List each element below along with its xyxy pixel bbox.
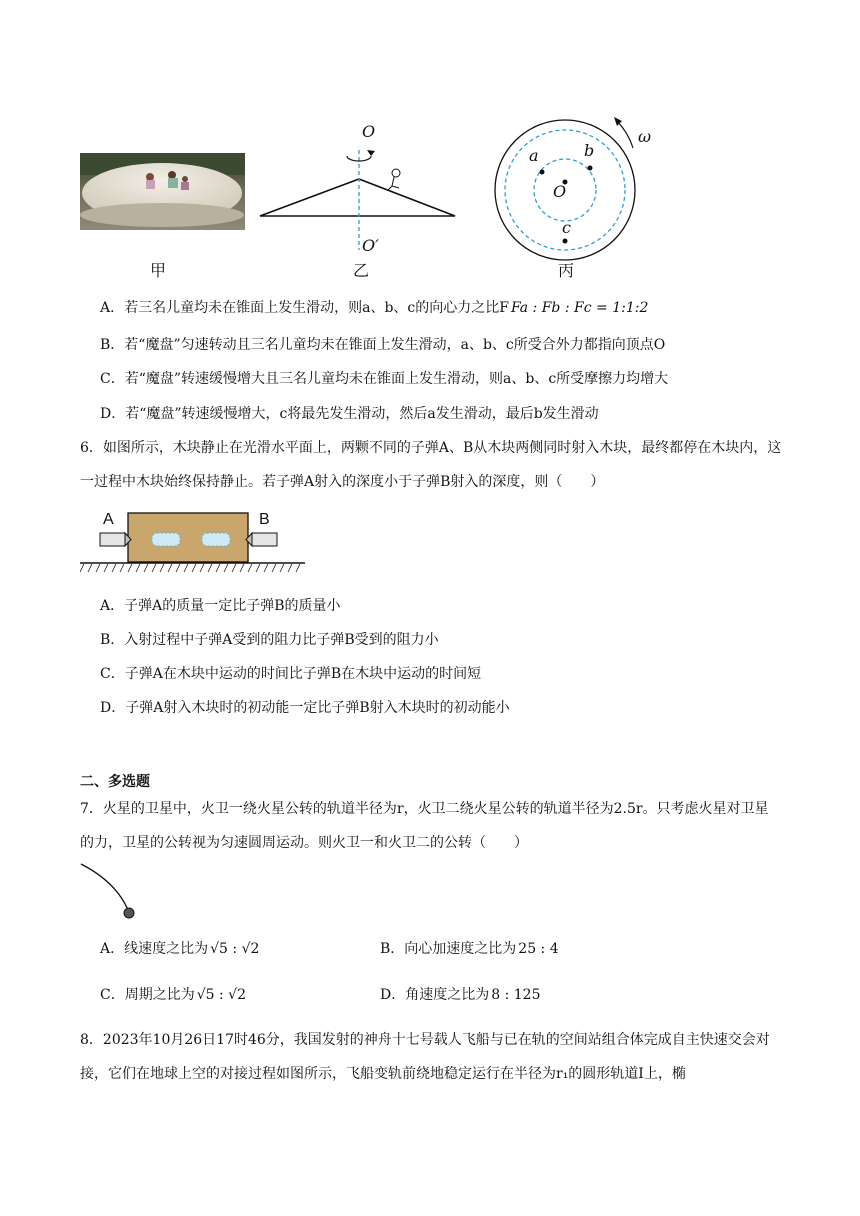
axis-label-top: O [362,122,376,141]
figure-label-bing: 丙 [558,261,575,280]
q7-option-d-value: 8 : 125 [491,987,541,1003]
q7-option-c: C．周期之比为 √5 : √2 [100,987,246,1003]
q5-option-c: C．若“魔盘”转速缓慢增大且三名儿童均未在锥面上发生滑动，则a、b、c所受摩擦力均增大 [100,371,669,387]
q7-option-a-value: √5 : √2 [210,941,260,957]
section-heading: 二、多选题 [80,774,150,790]
figure-yi-diagram [255,120,465,260]
q6-option-d: D．子弹A射入木块时的初动能一定比子弹B射入木块时的初动能小 [100,700,510,716]
q5-option-d: D．若“魔盘”转速缓慢增大，c将最先发生滑动，然后a发生滑动，最后b发生滑动 [100,406,599,422]
q7-option-d: D．角速度之比为 8 : 125 [380,987,541,1003]
q5-ratio: Fa : Fb : Fc = 1:1:2 [510,300,649,316]
point-o-label: O [553,182,567,201]
figure-label-jia: 甲 [150,261,167,280]
axis-label-bottom: O′ [362,236,379,255]
figure-bing-diagram [490,108,660,268]
bullet-label-a: A [103,511,114,528]
point-c-label: c [562,218,571,237]
q6-option-b: B．入射过程中子弹A受到的阻力比子弹B受到的阻力小 [100,632,439,648]
figure-label-yi: 乙 [353,261,370,280]
q6-option-c: C．子弹A在木块中运动的时间比子弹B在木块中运动的时间短 [100,666,482,682]
q7-option-b-value: 25 : 4 [518,941,559,957]
q7-option-a: A．线速度之比为 √5 : √2 [100,941,260,957]
q6-option-a: A．子弹A的质量一定比子弹B的质量小 [100,598,341,614]
point-b-label: b [584,141,595,160]
omega-label: ω [638,127,652,146]
q6-stem: 6．如图所示，木块静止在光滑水平面上，两颗不同的子弹A、B从木块两侧同时射入木块，最终都停在木块内，这一过程中木块始终保持静止。若子弹A射入的深度小于子弹B射入的深度，则（ ） [80,440,782,490]
bullet-label-b: B [259,511,270,528]
figure-jia-photo [80,153,245,230]
q5-option-a: A．若三名儿童均未在锥面上发生滑动，则a、b、c的向心力之比F Fa : Fb : Fc = 1:1:2 [100,300,649,316]
q5-option-b: B．若“魔盘”匀速转动且三名儿童均未在锥面上发生滑动，a、b、c所受合外力都指向顶点O [100,337,666,353]
q8-stem: 8．2023年10月26日17时46分，我国发射的神舟十七号载人飞船与已在轨的空间站组合体完成自主快速交会对接，它们在地球上空的对接过程如图所示，飞船变轨前绕地稳定运行在半径为r₁的圆形轨道Ⅰ上，椭 [80,1032,770,1082]
q7-option-b: B．向心加速度之比为 25 : 4 [380,941,559,957]
point-a-label: a [529,146,539,165]
q7-orbit-sketch [78,860,148,922]
q7-stem: 7．火星的卫星中，火卫一绕火星公转的轨道半径为r，火卫二绕火星公转的轨道半径为2.5r。只考虑火星对卫星的力，卫星的公转视为匀速圆周运动。则火卫一和火卫二的公转（ ） [80,801,769,851]
q7-option-c-value: √5 : √2 [196,987,246,1003]
